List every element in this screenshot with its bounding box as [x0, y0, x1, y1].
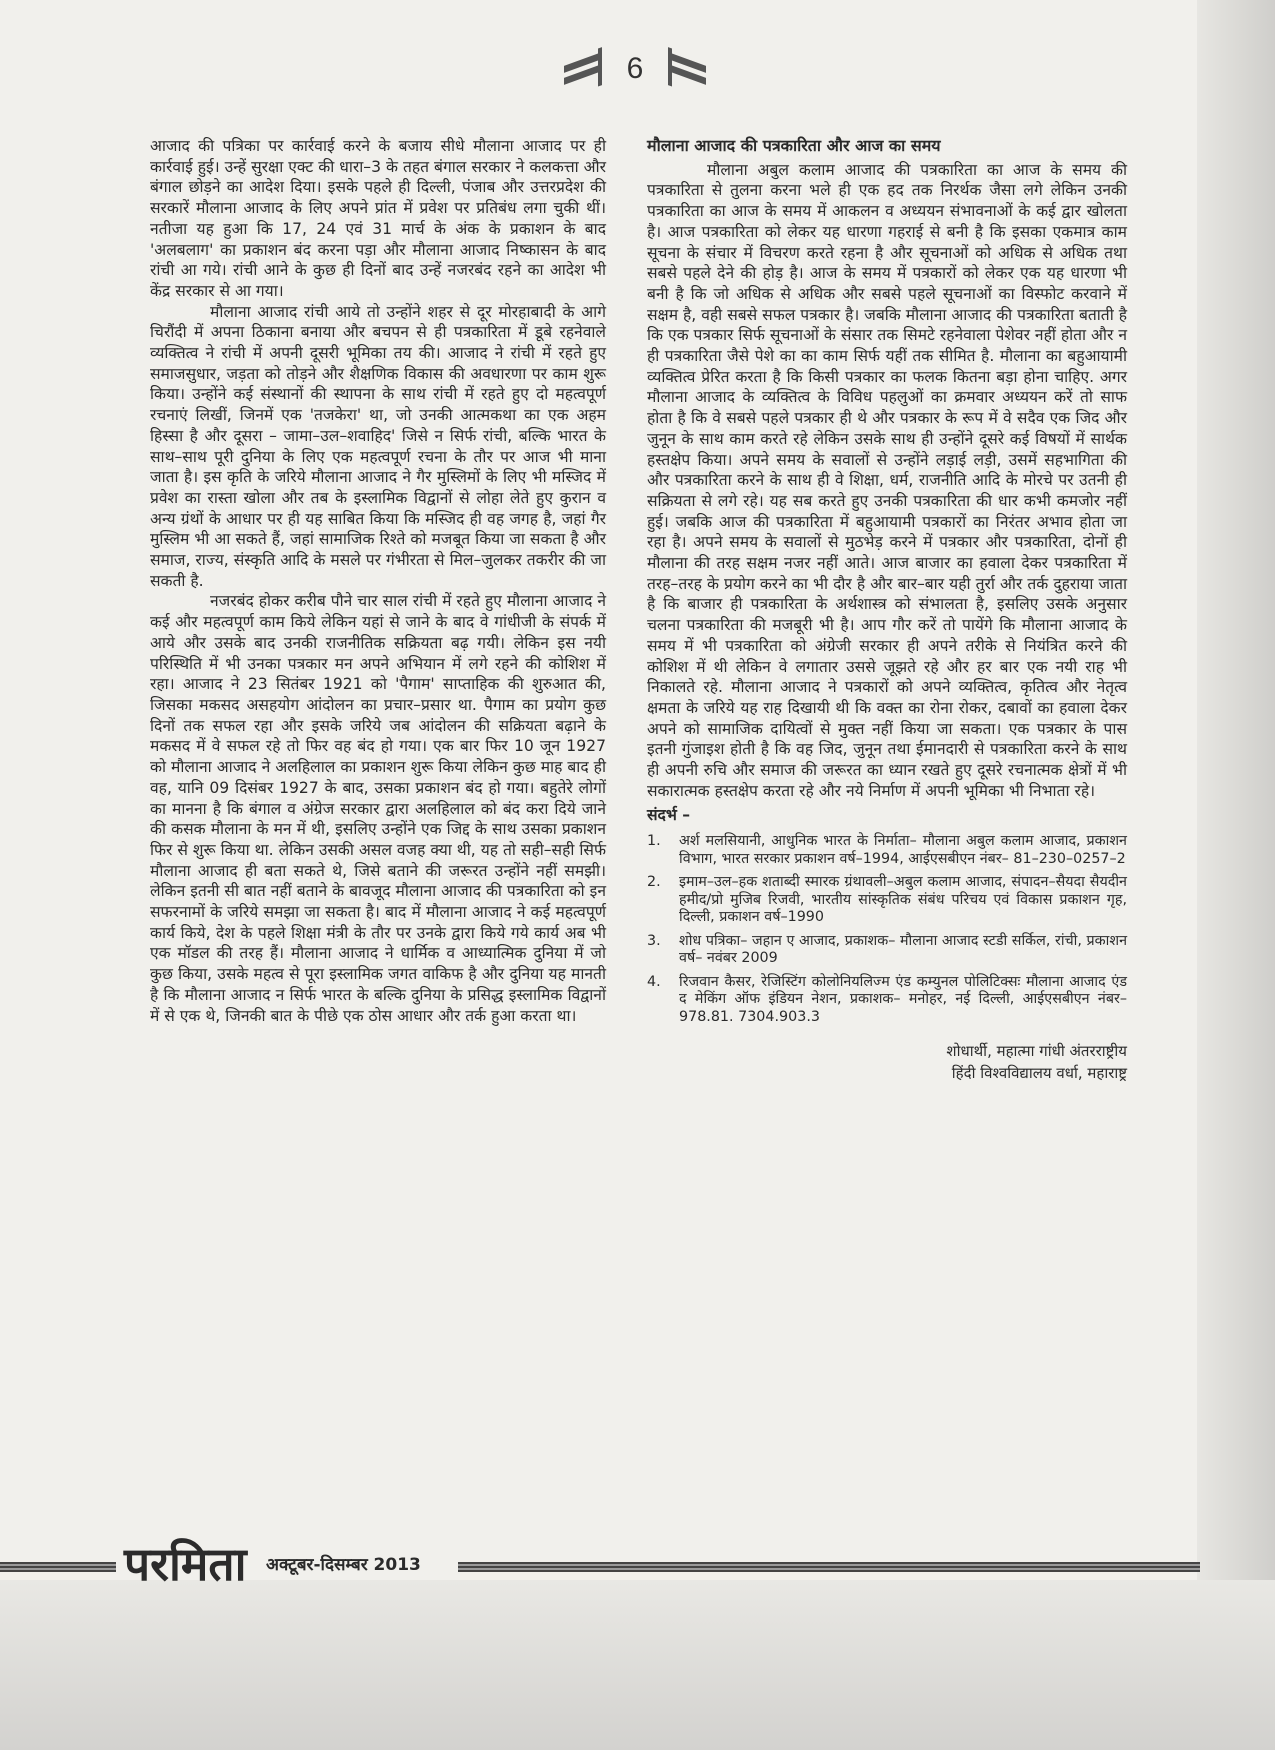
reference-number: 3. [647, 932, 661, 949]
footer-rule-left [0, 1562, 116, 1572]
reference-item [647, 933, 1127, 968]
page-edge [1197, 0, 1275, 1750]
references-list [647, 833, 1127, 1026]
left-paragraph-3: नजरबंद होकर करीब पौने चार साल रांची में रहते हुए मौलाना आजाद ने कई और महत्वपूर्ण काम किये लेकिन यहां से जाने के बाद वे गांधीजी के संपर्क में आये और उसके बाद उनकी राजनीतिक सक्रियता बढ़ गयी। लेकिन इस नयी परिस्थिति में भी उनका पत्रकार मन अपने अभियान में लगे रहने की कोशिश में रहा। आजाद ने 23 सितंबर 1921 को 'पैगाम' साप्ताहिक की शुरुआत की, जिसका मकसद असहयोग आंदोलन का प्रचार–प्रसार था. पैगाम का प्रयोग कुछ दिनों तक सफल रहा और इसके जरिये जब आंदोलन की सक्रियता बढ़ाने के मकसद में वे सफल रहे तो फिर वह बंद हो गया। एक बार फिर 10 जून 1927 को मौलाना आजाद ने अलहिलाल का प्रकाशन शुरू किया लेकिन कुछ माह बाद ही वह, यानि 09 दिसंबर 1927 के बाद, उसका प्रकाशन बंद हो गया। बहुतेरे लोगों का मानना है कि बंगाल व अंग्रेज सरकार द्वारा अलहिलाल को बंद करा दिये जाने की कसक मौलाना के मन में थी, इसलिए उन्होंने एक जिद्द के साथ उसका प्रकाशन फिर से शुरू किया था. लेकिन उसकी असल वजह क्या थी, यह तो सही–सही सिर्फ मौलाना आजाद ही बता सकते थे, जिसे बताने की जरूरत उन्होंने नहीं समझी। लेकिन इतनी सी बात नहीं बताने के बावजूद मौलाना आजाद की पत्रकारिता को इन सफरनामों के जरिये समझा जा सकता है। बाद में मौलाना आजाद ने कई महत्वपूर्ण कार्य किये, देश के पहले शिक्षा मंत्री के तौर पर उनके द्वारा किये गये कार्य अब भी एक मॉडल की तरह हैं। मौलाना आजाद ने धार्मिक व आध्यात्मिक दुनिया में जो कुछ किया, उसके महत्व से पूरा इस्लामिक जगत वाकिफ है और दुनिया यह मानती है कि मौलाना आजाद न सिर्फ भारत के बल्कि दुनिया के प्रसिद्ध इस्लामिक विद्वानों में से एक थे, जिनकी बात के पीछे एक ठोस आधार और तर्क हुआ करता था। [150, 592, 606, 1025]
page-bottom-shadow [0, 1580, 1275, 1750]
footer-rule-right [458, 1562, 1200, 1572]
left-paragraph-2: मौलाना आजाद रांची आये तो उन्होंने शहर से दूर मोरहाबादी के आगे चिरौंदी में अपना ठिकाना बनाया और बचपन से ही पत्रकारिता में डूबे रहनेवाले व्यक्तित्व ने रांची में अपनी दूसरी भूमिका तय की। आजाद ने रांची में रहते हुए समाजसुधार, जड़ता को तोड़ने और शैक्षणिक विकास की अवधारणा पर काम शुरू किया। उन्होंने कई संस्थानों की स्थापना के साथ रांची में रहते हुए दो महत्वपूर्ण रचनाएं लिखीं, जिनमें एक 'तजकेरा' था, जो उनकी आत्मकथा का एक अहम हिस्सा है और दूसरा – जामा–उल–शवाहिद' जिसे न सिर्फ रांची, बल्कि भारत के साथ–साथ पूरी दुनिया के लिए एक महत्वपूर्ण रचना के तौर पर आज भी माना जाता है। इस कृति के जरिये मौलाना आजाद ने गैर मुस्लिमों के लिए भी मस्जिद में प्रवेश का रास्ता खोला और तब के इस्लामिक विद्वानों से लोहा लेते हुए कुरान व अन्य ग्रंथों के आधार पर ही यह साबित किया कि मस्जिद ही वह जगह है, जहां गैर मुस्लिम भी आ सकते हैं, जहां सामाजिक रिश्ते को मजबूत किया जा सकता है और समाज, राज्य, संस्कृति आदि के मसले पर गंभीरता से मिल–जुलकर तकरीर की जा सकती है. [150, 302, 606, 590]
reference-number: 1. [647, 833, 661, 850]
magazine-name: परमिता [124, 1537, 247, 1591]
reference-number: 4. [647, 973, 661, 990]
reference-text: शोध पत्रिका– जहान ए आजाद, प्रकाशक– मौलाना आजाद स्टडी सर्किल, रांची, प्रकाशन वर्ष– नवंबर 2009 [679, 932, 1127, 967]
reference-text: अर्श मलसियानी, आधुनिक भारत के निर्माता– मौलाना अबुल कलाम आजाद, प्रकाशन विभाग, भारत सरकार प्रकाशन वर्ष–1994, आईएसबीएन नंबर– 81–230–0257–2 [679, 833, 1127, 867]
reference-item [647, 874, 1127, 927]
reference-number: 2. [647, 874, 661, 891]
section-heading: मौलाना आजाद की पत्रकारिता और आज का समय [647, 136, 941, 155]
author-affiliation [647, 1040, 1127, 1084]
affiliation-line-2: हिंदी विश्वविद्यालय वर्धा, महाराष्ट्र [951, 1064, 1127, 1083]
reference-text: रिजवान कैसर, रेजिस्टिंग कोलोनियलिज्म एंड कम्युनल पोलिटिक्सः मौलाना आजाद एंड द मेकिंग ऑफ इंडियन नेशन, प्रकाशक– मनोहर, नई दिल्ली, आईएसबीएन नंबर– 978.81. 7304.903.3 [679, 973, 1127, 1025]
references-title: संदर्भ – [647, 805, 691, 824]
reference-item [647, 833, 1127, 868]
right-paragraph: मौलाना अबुल कलाम आजाद की पत्रकारिता का आज के समय की पत्रकारिता से तुलना करना भले ही एक हद तक निरर्थक जैसा लगे लेकिन उनकी पत्रकारिता का आज के समय में आकलन व अध्ययन संभावनाओं के कई द्वार खोलता है। आज पत्रकारिता को लेकर यह धारणा गहराई से बनी है कि इसका एकमात्र काम सूचना के संचार में विचरण करते रहना है और सूचनाओं को अधिक से अधिक तथा सबसे पहले देने की होड़ है। आज के समय में पत्रकारों को लेकर एक यह धारणा भी बनी है कि जो अधिक से अधिक और सबसे पहले सूचनाओं का विस्फोट करवाने में सक्षम है, वही सबसे सफल पत्रकार है। जबकि मौलाना आजाद की पत्रकारिता बताती है कि एक पत्रकार सिर्फ सूचनाओं के संसार तक सिमटे रहनेवाला पेशेवर नहीं होता और न ही पत्रकारिता जैसे पेशे का का काम सिर्फ यहीं तक सीमित है. मौलाना का बहुआयामी व्यक्तित्व प्रेरित करता है कि किसी पत्रकार का फलक कितना बड़ा होना चाहिए. अगर मौलाना आजाद के व्यक्तित्व के विविध पहलुओं का क्रमवार अध्ययन करें तो साफ होता है कि वे सबसे पहले पत्रकार ही थे और पत्रकार के रूप में वे सदैव एक जिद और जुनून के साथ काम करते रहे लेकिन उसके साथ ही उन्होंने दूसरे कई विषयों में सार्थक हस्तक्षेप किया। अपने समय के सवालों से उन्होंने लड़ाई लड़ी, उसमें सहभागिता की और पत्रकारिता करने के साथ ही वे शिक्षा, धर्म, राजनीति आदि के मोरचे पर उतनी ही सक्रियता से लगे रहे। यह सब करते हुए उनकी पत्रकारिता की धार कभी कमजोर नहीं हुई। जबकि आज की पत्रकारिता में बहुआयामी पत्रकारों का निरंतर अभाव होता जा रहा है। अपने समय के सवालों से मुठभेड़ करने में पत्रकार और पत्रकारिता, दोनों ही मौलाना की तरह सक्षम नजर नहीं आते। आज बाजार का हवाला देकर पत्रकारिता में तरह–तरह के प्रयोग करने का भी दौर है और बार–बार यही तुर्रा और तर्क दुहराया जाता है कि बाजार ही पत्रकारिता के अर्थशास्त्र को संभालता है, इसलिए उसके अनुसार चलना पत्रकारिता की मजबूरी भी है। आप गौर करें तो पायेंगे कि मौलाना आजाद के समय में भी पत्रकारिता को अंग्रेजी सरकार ही अपने तरीके से नियंत्रित करने की कोशिश में थी लेकिन वे लगातार उससे जूझते रहे और हर बार एक नयी राह भी निकालते रहे. मौलाना आजाद ने पत्रकारों को अपने व्यक्तित्व, कृतित्व और नेतृत्व क्षमता के जरिये यह राह दिखायी थी कि वक्त का रोना रोकर, दबावों का हवाला देकर अपने को सामाजिक दायित्वों से मुक्त नहीं किया जा सकता। एक पत्रकार के पास इतनी गुंजाइश होती है कि वह जिद, जुनून तथा ईमानदारी से पत्रकारिता करने के साथ ही अपनी रुचि और समाज की जरूरत का ध्यान रखते हुए दूसरे रचनात्मक क्षेत्रों में भी सकारात्मक हस्तक्षेप करता रहे और नये निर्माण में अपनी भूमिका भी निभाता रहे। [647, 160, 1127, 800]
reference-text: इमाम–उल–हक शताब्दी स्मारक ग्रंथावली–अबुल कलाम आजाद, संपादन–सैयदा सैयदीन हमीद/प्रो मुजिब रिजवी, भारतीय सांस्कृतिक संबंध परिचय एवं विकास प्रकाशन गृह, दिल्ली, प्रकाशन वर्ष–1990 [679, 874, 1127, 926]
page-footer [0, 1528, 1200, 1598]
reference-item [647, 974, 1127, 1027]
affiliation-line-1: शोधार्थी, महात्मा गांधी अंतरराष्ट्रीय [946, 1042, 1127, 1061]
right-column [647, 136, 1127, 1084]
left-column [150, 136, 606, 1026]
left-paragraph-1: आजाद की पत्रिका पर कार्रवाई करने के बजाय सीधे मौलाना आजाद पर ही कार्रवाई हुई। उन्हें सुरक्षा एक्ट की धारा–3 के तहत बंगाल सरकार ने कलकत्ता और बंगाल छोड़ने का आदेश दिया। इसके पहले ही दिल्ली, पंजाब और उत्तरप्रदेश की सरकारें मौलाना आजाद के लिए अपने प्रांत में प्रवेश पर प्रतिबंध लगा चुकी थीं। नतीजा यह हुआ कि 17, 24 एवं 31 मार्च के अंक के प्रकाशन के बाद 'अलबलाग' का प्रकाशन बंद करना पड़ा और मौलाना आजाद निष्कासन के बाद रांची आ गये। रांची आने के कुछ ही दिनों बाद उन्हें नजरबंद रहने का आदेश भी केंद्र सरकार से आ गया। [150, 137, 606, 300]
issue-date: अक्टूबर-दिसम्बर 2013 [266, 1555, 421, 1575]
page-number: 6 [626, 52, 644, 85]
page-number-ornament [560, 44, 710, 104]
